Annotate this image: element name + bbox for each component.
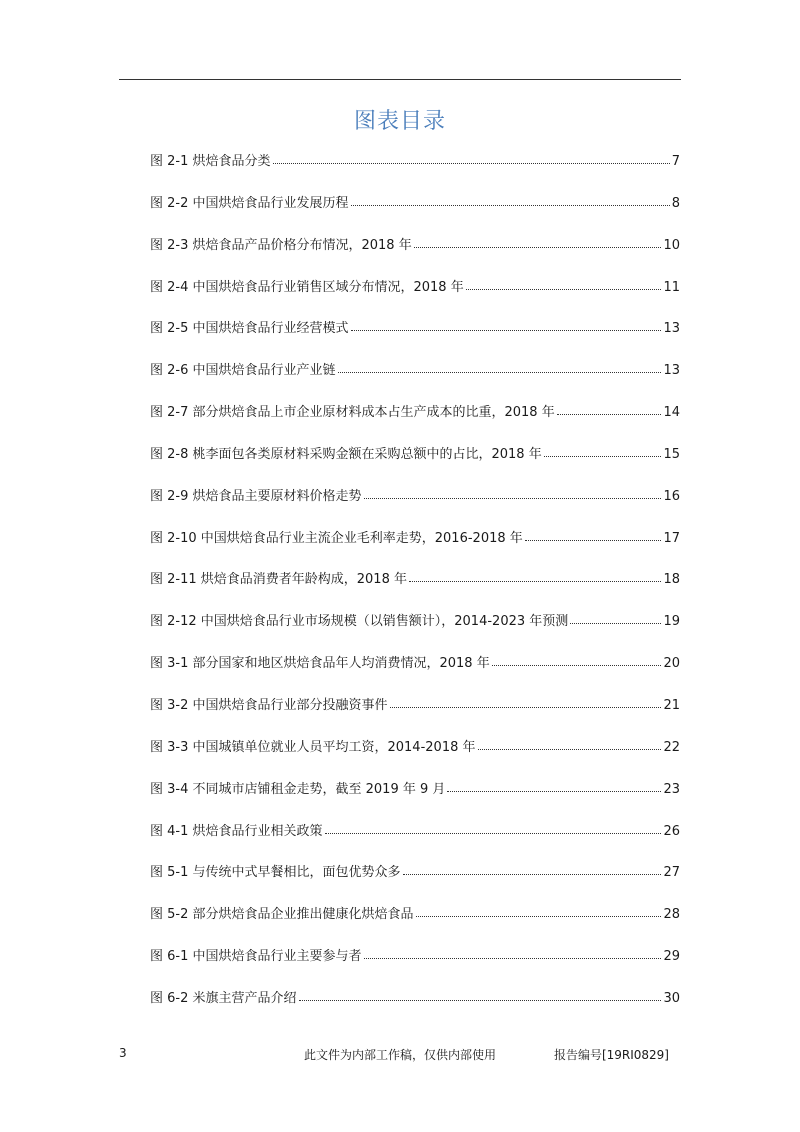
toc-entry[interactable]: [150, 234, 680, 276]
toc-entry-page: 23: [663, 781, 680, 797]
dot-leader: [525, 526, 662, 541]
toc-entry-label: 图 6-1 中国烘焙食品行业主要参与者: [150, 949, 362, 965]
page-title: 图表目录: [353, 109, 446, 134]
toc-entry[interactable]: [150, 485, 680, 527]
toc-entry[interactable]: [150, 568, 680, 610]
toc-entry-page: 16: [663, 488, 680, 504]
toc-entry-page: 19: [663, 614, 680, 630]
toc-entry[interactable]: [150, 610, 680, 652]
toc-entry-page: 21: [663, 697, 680, 713]
toc-entry[interactable]: [150, 652, 680, 694]
toc-entry-page: 29: [663, 949, 680, 965]
toc-entry-page: 11: [663, 279, 680, 295]
toc-entry-label: 图 5-2 部分烘焙食品企业推出健康化烘焙食品: [150, 907, 414, 923]
toc-entry-label: 图 2-4 中国烘焙食品行业销售区域分布情况，2018 年: [150, 279, 464, 295]
dot-leader: [570, 609, 661, 624]
toc-entry-page: 15: [663, 446, 680, 462]
dot-leader: [325, 819, 662, 834]
toc-entry-page: 13: [663, 321, 680, 337]
toc-entry-page: 30: [663, 990, 680, 1006]
toc-entry[interactable]: [150, 778, 680, 820]
toc-entry[interactable]: [150, 694, 680, 736]
dot-leader: [351, 316, 662, 331]
toc-entry-page: 18: [663, 572, 680, 588]
dot-leader: [447, 777, 661, 792]
toc-entry-page: 17: [663, 530, 680, 546]
toc-entry[interactable]: [150, 945, 680, 987]
toc-entry-label: 图 3-3 中国城镇单位就业人员平均工资，2014-2018 年: [150, 739, 476, 755]
dot-leader: [338, 358, 662, 373]
toc-entry[interactable]: [150, 276, 680, 318]
toc-entry-label: 图 3-4 不同城市店铺租金走势，截至 2019 年 9 月: [150, 781, 446, 797]
toc-entry-page: 26: [663, 823, 680, 839]
dot-leader: [364, 484, 662, 499]
dot-leader: [390, 693, 662, 708]
toc-entry-page: 13: [663, 363, 680, 379]
toc-entry-label: 图 2-8 桃李面包各类原材料采购金额在采购总额中的占比，2018 年: [150, 446, 542, 462]
toc-entry-page: 10: [663, 237, 680, 253]
toc-entry-label: 图 2-6 中国烘焙食品行业产业链: [150, 363, 336, 379]
toc-entry-page: 8: [671, 195, 680, 211]
toc-entry-page: 22: [663, 739, 680, 755]
page-number: 3: [119, 1046, 127, 1060]
toc-entry-label: 图 2-1 烘焙食品分类: [150, 154, 271, 169]
toc-entry[interactable]: [150, 987, 680, 1029]
figure-list: [150, 150, 680, 1029]
dot-leader: [416, 902, 662, 917]
toc-entry-page: 7: [671, 154, 680, 169]
dot-leader: [299, 986, 662, 1001]
dot-leader: [466, 275, 662, 290]
dot-leader: [557, 400, 662, 415]
toc-entry[interactable]: [150, 443, 680, 485]
toc-entry[interactable]: [150, 359, 680, 401]
toc-entry[interactable]: [150, 903, 680, 945]
toc-entry-label: 图 2-9 烘焙食品主要原材料价格走势: [150, 488, 362, 504]
dot-leader: [364, 944, 662, 959]
toc-entry[interactable]: [150, 150, 680, 192]
toc-entry-label: 图 2-2 中国烘焙食品行业发展历程: [150, 195, 349, 211]
toc-entry-page: 20: [663, 656, 680, 672]
confidential-note: 此文件为内部工作稿，仅供内部使用: [303, 1048, 496, 1062]
toc-entry-label: 图 3-1 部分国家和地区烘焙食品年人均消费情况，2018 年: [150, 656, 490, 672]
toc-entry[interactable]: [150, 820, 680, 862]
toc-entry-label: 图 3-2 中国烘焙食品行业部分投融资事件: [150, 697, 388, 713]
toc-entry-label: 图 2-7 部分烘焙食品上市企业原材料成本占生产成本的比重，2018 年: [150, 405, 555, 421]
toc-entry-page: 27: [663, 865, 680, 881]
toc-entry-page: 28: [663, 907, 680, 923]
toc-entry-label: 图 6-2 米旗主营产品介绍: [150, 990, 297, 1006]
toc-entry-label: 图 2-12 中国烘焙食品行业市场规模（以销售额计），2014-2023 年预测: [150, 614, 569, 630]
page-footer: [119, 1046, 681, 1066]
toc-entry-label: 图 2-11 烘焙食品消费者年龄构成，2018 年: [150, 572, 407, 588]
toc-entry[interactable]: [150, 527, 680, 569]
toc-entry[interactable]: [150, 192, 680, 234]
dot-leader: [414, 233, 662, 248]
dot-leader: [544, 442, 662, 457]
toc-entry-label: 图 2-3 烘焙食品产品价格分布情况，2018 年: [150, 237, 412, 253]
dot-leader: [492, 651, 662, 666]
toc-entry-page: 14: [663, 405, 680, 421]
toc-entry-label: 图 2-10 中国烘焙食品行业主流企业毛利率走势，2016-2018 年: [150, 530, 523, 546]
toc-entry[interactable]: [150, 401, 680, 443]
dot-leader: [478, 735, 662, 750]
dot-leader: [351, 191, 670, 206]
toc-entry[interactable]: [150, 861, 680, 903]
toc-entry[interactable]: [150, 317, 680, 359]
toc-entry-label: 图 4-1 烘焙食品行业相关政策: [150, 823, 323, 839]
header-rule: [119, 79, 681, 80]
report-id: 报告编号[19RI0829]: [553, 1048, 669, 1062]
toc-entry-label: 图 2-5 中国烘焙食品行业经营模式: [150, 321, 349, 337]
toc-entry-label: 图 5-1 与传统中式早餐相比，面包优势众多: [150, 865, 401, 881]
dot-leader: [403, 860, 662, 875]
dot-leader: [409, 567, 661, 582]
toc-entry[interactable]: [150, 736, 680, 778]
dot-leader: [273, 149, 670, 164]
